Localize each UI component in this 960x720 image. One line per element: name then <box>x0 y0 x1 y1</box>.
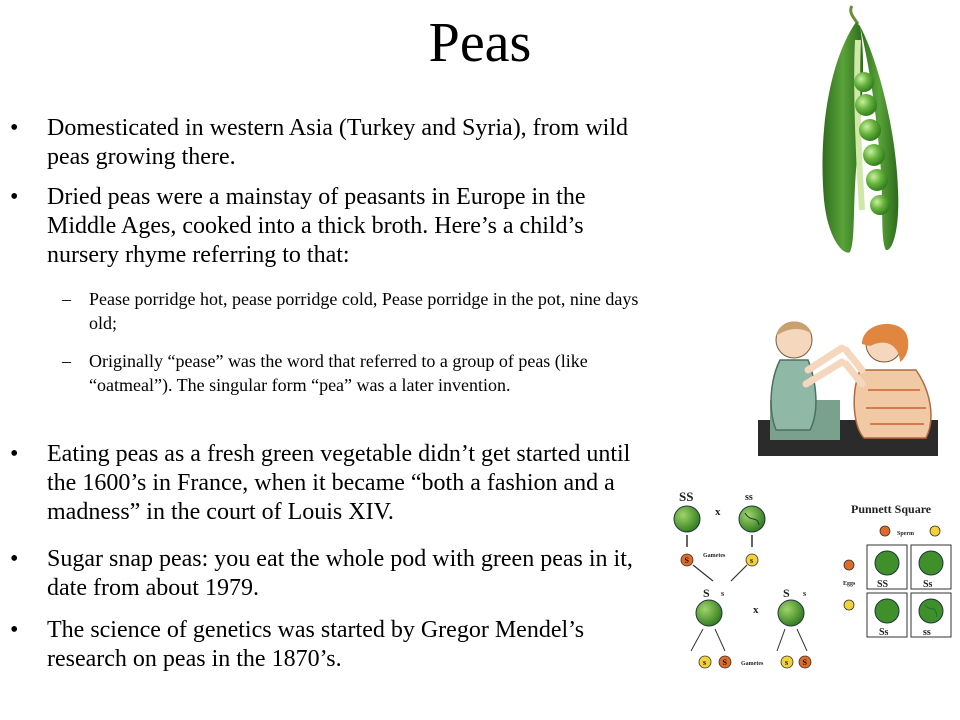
punnett-title: Punnett Square <box>851 502 932 516</box>
pea-pod-image <box>800 0 910 260</box>
bullet-text: Sugar snap peas: you eat the whole pod with green peas in it, date from about 1979. <box>47 546 633 601</box>
bullet-glyph: • <box>10 115 19 141</box>
allele-dominant: S <box>722 658 727 667</box>
sub-bullet-text: Pease porridge hot, pease porridge cold, Pease porridge in the pot, nine days old; <box>89 289 639 333</box>
bullet-text: The science of genetics was started by Gregor Mendel’s research on peas in the 1870’s. <box>47 617 585 672</box>
dash-glyph: – <box>62 351 71 371</box>
f1-right-genotype: S <box>783 586 790 600</box>
bullet-text: Eating peas as a fresh green vegetable didn’t get started until the 1600’s in France, when it became “both a fashion and a madness” in the court of Louis XIV. <box>47 441 631 525</box>
eggs-label: Eggs <box>843 581 856 587</box>
bullet-glyph: • <box>10 546 19 572</box>
cross-symbol-2: x <box>753 604 759 616</box>
punnett-cell-ss-het: Ss <box>879 627 889 638</box>
parent-label-ss-recessive: ss <box>745 492 753 503</box>
allele-recessive: s <box>750 556 754 565</box>
allele-dominant: S <box>684 556 689 565</box>
cross-symbol: x <box>715 506 721 518</box>
slide-title: Peas <box>428 12 532 74</box>
genetic-cross-diagram <box>665 485 825 675</box>
punnett-square-diagram <box>835 497 960 647</box>
nursery-rhyme-illustration <box>750 300 950 460</box>
bullet-glyph: • <box>10 441 19 467</box>
allele-dominant: S <box>802 658 807 667</box>
round-pea <box>674 506 700 532</box>
f1-left-genotype: S <box>703 586 710 600</box>
parent-label-ss-dominant: SS <box>679 489 694 504</box>
dash-glyph: – <box>62 289 71 309</box>
sperm-label: Sperm <box>897 531 914 537</box>
punnett-cell-ss-het: Ss <box>923 579 933 590</box>
bullet-glyph: • <box>10 617 19 643</box>
f1-left-small: s <box>721 589 725 598</box>
sub-bullet-text: Originally “pease” was the word that referred to a group of peas (like “oatmeal”). The singular form “pea” was a later invention. <box>89 351 588 395</box>
f1-right-small: s <box>803 589 807 598</box>
gametes-label: Gametes <box>703 553 726 559</box>
bullet-glyph: • <box>10 184 19 210</box>
allele-recessive: s <box>785 658 789 667</box>
gametes-label: Gametes <box>741 661 764 667</box>
punnett-cell-ss-recessive: ss <box>923 627 931 638</box>
bullet-text: Dried peas were a mainstay of peasants in Europe in the Middle Ages, cooked into a thick broth. Here’s a child’s nursery rhyme referring to that: <box>47 184 586 268</box>
bullet-text: Domesticated in western Asia (Turkey and Syria), from wild peas growing there. <box>47 115 629 170</box>
allele-recessive: s <box>703 658 707 667</box>
punnett-cell-ss: SS <box>877 579 889 590</box>
